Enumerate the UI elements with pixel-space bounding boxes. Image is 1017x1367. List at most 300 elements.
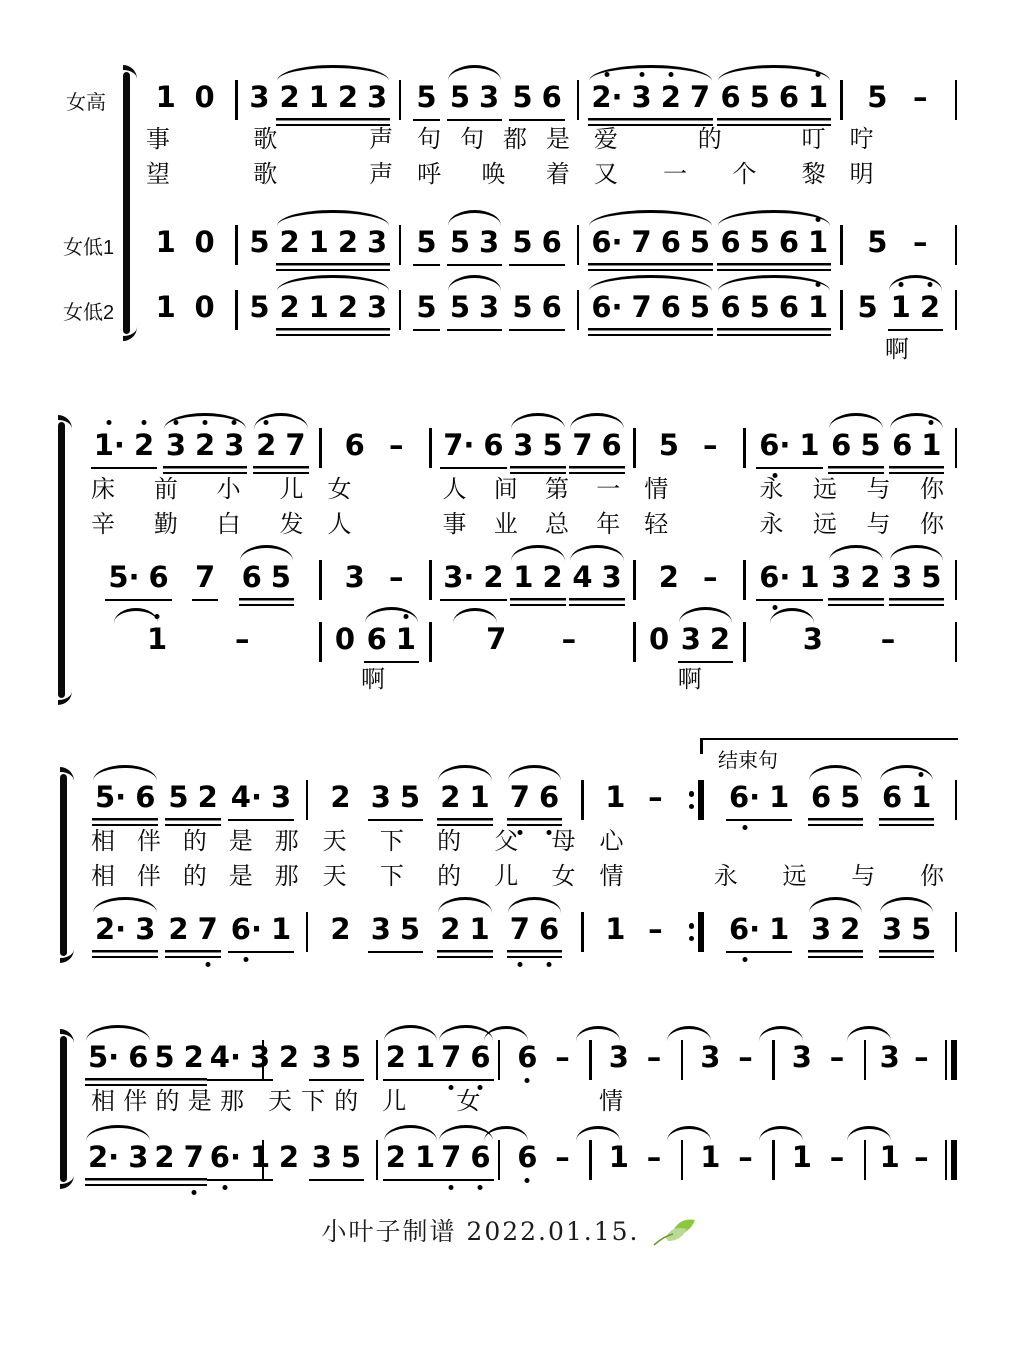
note: 2 — [278, 1140, 300, 1174]
lyric-syllable: 女 — [327, 476, 352, 503]
music-line — [85, 1140, 962, 1182]
lyric-line — [85, 863, 962, 893]
note: 1 — [891, 290, 911, 324]
thin-barline — [589, 1040, 592, 1080]
measure — [85, 622, 314, 656]
barline — [950, 428, 962, 468]
note: 6 — [135, 780, 156, 814]
note-group — [756, 428, 822, 469]
note: 6 — [720, 225, 741, 259]
measure — [688, 1140, 767, 1174]
measure — [269, 1040, 371, 1081]
note: 1 — [879, 1140, 900, 1174]
thin-barline — [498, 1040, 501, 1080]
note-group — [789, 1040, 815, 1074]
barline — [230, 80, 242, 120]
note: 2 — [920, 290, 940, 324]
note: 7 — [631, 290, 652, 324]
barline — [950, 780, 962, 820]
note: 2 — [542, 560, 563, 594]
octave-dot-below — [772, 605, 777, 610]
note: 2 — [256, 428, 276, 462]
note: 3 — [270, 780, 292, 814]
barline — [425, 622, 437, 662]
lyric-syllable: 情 — [644, 476, 669, 503]
lyric-syllable: 是 — [228, 863, 253, 890]
lyric-measure — [588, 126, 832, 154]
lyric-syllable: 的 — [334, 1088, 359, 1115]
note-group — [726, 912, 792, 953]
barline — [682, 912, 710, 952]
thin-barline — [399, 225, 402, 265]
note: – — [880, 622, 896, 656]
measure — [326, 560, 424, 594]
note-group — [229, 622, 255, 656]
note-group — [483, 622, 509, 656]
measure — [751, 622, 950, 656]
note-group — [717, 225, 831, 271]
lyric-measure — [638, 511, 741, 539]
note-group — [514, 1140, 540, 1174]
note: 7 — [285, 428, 306, 462]
measure — [640, 622, 738, 663]
lyric-measure — [437, 476, 627, 504]
note-group — [163, 428, 248, 474]
note: 2 — [658, 560, 679, 594]
note-group — [606, 1040, 632, 1074]
note-group — [756, 560, 822, 601]
music-line — [85, 912, 962, 954]
note-group — [556, 622, 582, 656]
octave-dot-below — [478, 1185, 483, 1190]
note: – — [646, 1040, 662, 1074]
note: 1 — [605, 780, 626, 814]
lyric-measure — [247, 126, 399, 154]
lyric-syllable: 一 — [596, 476, 621, 503]
note-group — [656, 428, 682, 462]
note-group — [875, 622, 901, 656]
barline — [572, 225, 584, 265]
barline — [371, 1040, 383, 1080]
lyric-measure — [593, 1088, 676, 1116]
voice-label-alto1: 女低1 — [63, 237, 115, 259]
note-group — [437, 780, 492, 826]
thin-barline — [681, 1140, 684, 1180]
lyric-line — [140, 161, 962, 191]
note-group — [92, 912, 158, 958]
measure — [406, 80, 572, 121]
lyric-line — [140, 336, 962, 366]
measure — [85, 780, 301, 826]
barline — [768, 1040, 780, 1080]
system-bracket — [60, 1036, 67, 1182]
lyric-syllable: 歌 — [253, 161, 278, 188]
octave-dot-below — [742, 957, 747, 962]
note-group — [413, 80, 439, 121]
thick-barline — [951, 1140, 957, 1180]
note: 2 — [709, 622, 731, 656]
barline — [628, 560, 640, 600]
note-group — [908, 1040, 934, 1074]
note-group — [383, 428, 409, 462]
measure — [85, 428, 314, 474]
note: 5 — [840, 780, 861, 814]
lyric-syllable: 永 — [759, 511, 784, 538]
thick-barline — [698, 780, 704, 820]
measure — [437, 560, 629, 606]
note: 6· — [210, 1140, 241, 1174]
lyric-syllable: 勤 — [153, 511, 178, 538]
barline — [394, 290, 406, 330]
ending-phrase-label: 结束句 — [718, 750, 778, 772]
measure — [871, 1140, 940, 1174]
note: 2 — [330, 912, 351, 946]
note-group — [447, 290, 502, 331]
note-group — [246, 225, 272, 259]
lyric-measure — [85, 511, 309, 539]
lyric-syllable: 啊 — [360, 666, 385, 693]
note-group — [646, 622, 672, 656]
note: 1 — [414, 1040, 436, 1074]
note: – — [648, 912, 663, 946]
octave-dot-below — [547, 962, 552, 967]
lyric-syllable: 是 — [228, 828, 253, 855]
lyric-measure — [85, 828, 305, 856]
thin-barline — [955, 428, 958, 468]
thin-barline — [577, 225, 580, 265]
note: 3 — [632, 80, 652, 114]
note-group — [800, 622, 826, 656]
octave-dot-below — [244, 957, 249, 962]
note: 2 — [337, 225, 359, 259]
note: 6· — [729, 912, 760, 946]
note-group — [697, 428, 723, 462]
barline — [394, 225, 406, 265]
lyric-measure — [85, 863, 305, 891]
note-group — [510, 428, 565, 474]
note: 5· — [95, 780, 127, 814]
note: 1 — [769, 780, 790, 814]
note-group — [440, 560, 506, 601]
note: 6 — [660, 225, 681, 259]
note: 6 — [241, 560, 262, 594]
note: 3 — [791, 1040, 812, 1074]
music-line — [85, 1040, 962, 1082]
measure — [505, 1140, 584, 1174]
note-group — [276, 80, 390, 126]
system-bracket — [58, 422, 65, 698]
note: 6 — [541, 80, 562, 114]
note: 3 — [802, 622, 823, 656]
note: 1 — [155, 80, 176, 114]
note-group — [697, 1140, 723, 1174]
system-bracket — [123, 72, 130, 334]
note: 1 — [155, 290, 176, 324]
barline — [572, 80, 584, 120]
note: 2· — [88, 1140, 120, 1174]
note-group — [510, 560, 565, 606]
thin-barline — [955, 622, 958, 662]
note: 5 — [512, 290, 533, 324]
lyric-measure — [321, 666, 424, 694]
note-group — [879, 912, 934, 958]
note: 7· — [443, 428, 475, 462]
measure — [140, 80, 230, 114]
note: 5 — [749, 290, 770, 324]
thin-barline — [235, 290, 238, 330]
thin-barline — [945, 1140, 948, 1180]
lyric-line — [85, 511, 962, 541]
note: 5 — [340, 1040, 362, 1074]
note: 1 — [608, 1140, 629, 1174]
lyric-measure — [638, 476, 741, 504]
thin-barline — [955, 80, 958, 120]
note: 2 — [840, 912, 861, 946]
thin-barline — [633, 622, 636, 662]
lyric-syllable: 声 — [369, 161, 394, 188]
barline — [739, 560, 751, 600]
note: 5 — [689, 225, 711, 259]
thin-barline — [840, 225, 843, 265]
voice-label-soprano: 女高 — [66, 92, 106, 114]
octave-dot-above — [668, 72, 673, 77]
note-group — [509, 290, 564, 331]
note-group — [309, 1040, 364, 1081]
note-group — [789, 1140, 815, 1174]
note: 3 — [879, 1040, 900, 1074]
lyric-syllable: 远 — [782, 863, 807, 890]
note-group — [889, 560, 944, 606]
thin-barline — [376, 1140, 379, 1180]
note: 6 — [366, 622, 387, 656]
note: 3 — [344, 560, 365, 594]
note-group — [808, 780, 863, 826]
note: 2 — [385, 1040, 406, 1074]
barline — [940, 1040, 962, 1080]
lyric-syllable: 女 — [551, 863, 576, 890]
lyric-syllable: 是 — [187, 1088, 212, 1115]
measure — [505, 1040, 584, 1074]
note: – — [912, 80, 928, 114]
lyric-syllable: 相 — [91, 863, 115, 890]
note-group — [192, 560, 218, 601]
lyric-syllable: 女 — [456, 1088, 481, 1115]
thin-barline — [955, 780, 958, 820]
barline — [425, 428, 437, 468]
note: 3· — [443, 560, 475, 594]
lyric-syllable: 的 — [437, 863, 462, 890]
barline — [628, 428, 640, 468]
barline — [394, 80, 406, 120]
thin-barline — [864, 1140, 867, 1180]
note: 5· — [88, 1040, 120, 1074]
octave-dot-above — [604, 72, 609, 77]
thin-barline — [840, 290, 843, 330]
lyric-measure — [247, 161, 399, 189]
lyric-syllable: 啊 — [677, 666, 702, 693]
note: 1 — [799, 428, 820, 462]
note: 1 — [769, 912, 790, 946]
note: 6 — [539, 912, 559, 946]
note: 7 — [572, 428, 593, 462]
lyric-measure — [85, 476, 309, 504]
note-group — [85, 1040, 151, 1086]
note: – — [738, 1040, 753, 1074]
octave-dot-above — [816, 72, 821, 77]
barline — [836, 290, 848, 330]
note: 6· — [591, 225, 623, 259]
music-line — [140, 225, 962, 267]
octave-dot-below — [223, 1185, 228, 1190]
note-group — [239, 560, 294, 606]
note: 1 — [791, 1140, 812, 1174]
note: – — [703, 428, 718, 462]
note: 2 — [661, 80, 681, 114]
note: 6 — [541, 290, 562, 324]
lyric-syllable: 的 — [182, 863, 207, 890]
dot — [689, 791, 695, 797]
note: 7 — [441, 1040, 461, 1074]
measure — [640, 428, 738, 462]
lyric-measure — [844, 126, 950, 154]
note: 2 — [330, 780, 351, 814]
note-group — [342, 428, 368, 462]
note: 6 — [720, 80, 741, 114]
note: – — [555, 1140, 570, 1174]
footer-credit — [0, 1212, 1017, 1248]
note: 0 — [194, 80, 215, 114]
lyric-syllable: 你 — [920, 511, 944, 538]
note-group — [678, 622, 733, 663]
barline — [301, 780, 313, 820]
note-group — [276, 225, 390, 271]
note: 2 — [385, 1140, 406, 1174]
note: 2 — [337, 80, 359, 114]
lyric-measure — [593, 828, 695, 856]
note: 5 — [416, 225, 437, 259]
note: 6· — [591, 290, 623, 324]
note: 3 — [135, 912, 156, 946]
note-group — [642, 912, 668, 946]
lyric-syllable: 儿 — [494, 863, 519, 890]
note-group — [588, 80, 713, 126]
lyric-syllable: 都 — [502, 126, 527, 153]
measure — [269, 1140, 371, 1181]
note-group — [246, 80, 272, 114]
lyric-syllable: 望 — [146, 161, 170, 188]
note-group — [697, 1040, 723, 1074]
lyric-syllable: 小 — [216, 476, 241, 503]
note: 1 — [147, 622, 167, 656]
note-group — [438, 1140, 493, 1181]
thin-barline — [589, 1140, 592, 1180]
note: 3 — [513, 428, 534, 462]
thin-barline — [429, 560, 432, 600]
octave-dot-above — [898, 282, 903, 287]
note: 7 — [441, 1140, 461, 1174]
barline — [301, 912, 313, 952]
thin-barline — [945, 1040, 948, 1080]
lyric-syllable: 呼 — [417, 161, 442, 188]
note: 0 — [334, 622, 356, 656]
octave-dot-above — [173, 420, 178, 425]
lyric-measure — [753, 476, 950, 504]
note-group — [877, 1040, 903, 1074]
lyric-syllable: 你 — [920, 476, 944, 503]
note: 6 — [344, 428, 365, 462]
note: 6 — [660, 290, 681, 324]
note: 2 — [440, 912, 461, 946]
measure — [383, 1140, 493, 1181]
note: – — [235, 622, 250, 656]
note: 1 — [308, 80, 329, 114]
note-group — [413, 225, 439, 266]
lyric-syllable: 明 — [849, 161, 874, 188]
note-group — [569, 428, 624, 474]
note: 2 — [134, 428, 154, 462]
note-group — [550, 1040, 576, 1074]
note: 6 — [148, 560, 169, 594]
thick-barline — [698, 912, 704, 952]
note: 7 — [510, 912, 530, 946]
barline — [230, 225, 242, 265]
note: 6 — [517, 1140, 537, 1174]
octave-dot-above — [203, 420, 208, 425]
music-line — [140, 290, 962, 332]
note: 2 — [440, 780, 461, 814]
note: 3 — [810, 912, 832, 946]
lyric-syllable: 人 — [327, 511, 352, 538]
dot — [689, 936, 695, 942]
octave-dot-above — [816, 282, 821, 287]
measure — [597, 1040, 676, 1074]
thin-barline — [399, 290, 402, 330]
note-group — [437, 912, 492, 958]
lyric-measure — [140, 161, 235, 189]
barline — [314, 622, 326, 662]
measure — [326, 428, 424, 462]
octave-dot-above — [927, 282, 932, 287]
thin-barline — [772, 1040, 775, 1080]
barline — [576, 912, 588, 952]
note-group — [151, 1140, 206, 1186]
lyric-syllable: 天 — [268, 1088, 292, 1115]
lyric-syllable: 远 — [812, 511, 837, 538]
note: 3 — [881, 912, 903, 946]
lyric-syllable: 那 — [274, 863, 299, 890]
note-group — [507, 912, 562, 958]
note-group — [550, 1140, 576, 1174]
note: 5 — [449, 80, 471, 114]
note: 7 — [486, 622, 507, 656]
thin-barline — [955, 912, 958, 952]
music-line — [85, 622, 962, 664]
note: 6 — [483, 428, 504, 462]
note: 2 — [195, 428, 215, 462]
measure — [242, 225, 394, 271]
measure — [85, 1140, 271, 1186]
note-group — [165, 780, 220, 826]
note: 4 — [572, 560, 593, 594]
measure — [588, 912, 682, 946]
octave-dot-above — [142, 420, 147, 425]
note: 1 — [921, 428, 941, 462]
note: 6 — [470, 1140, 490, 1174]
octave-dot-below — [449, 1185, 454, 1190]
note: 6 — [470, 1040, 490, 1074]
note-group — [855, 290, 881, 324]
note: 5 — [168, 780, 189, 814]
